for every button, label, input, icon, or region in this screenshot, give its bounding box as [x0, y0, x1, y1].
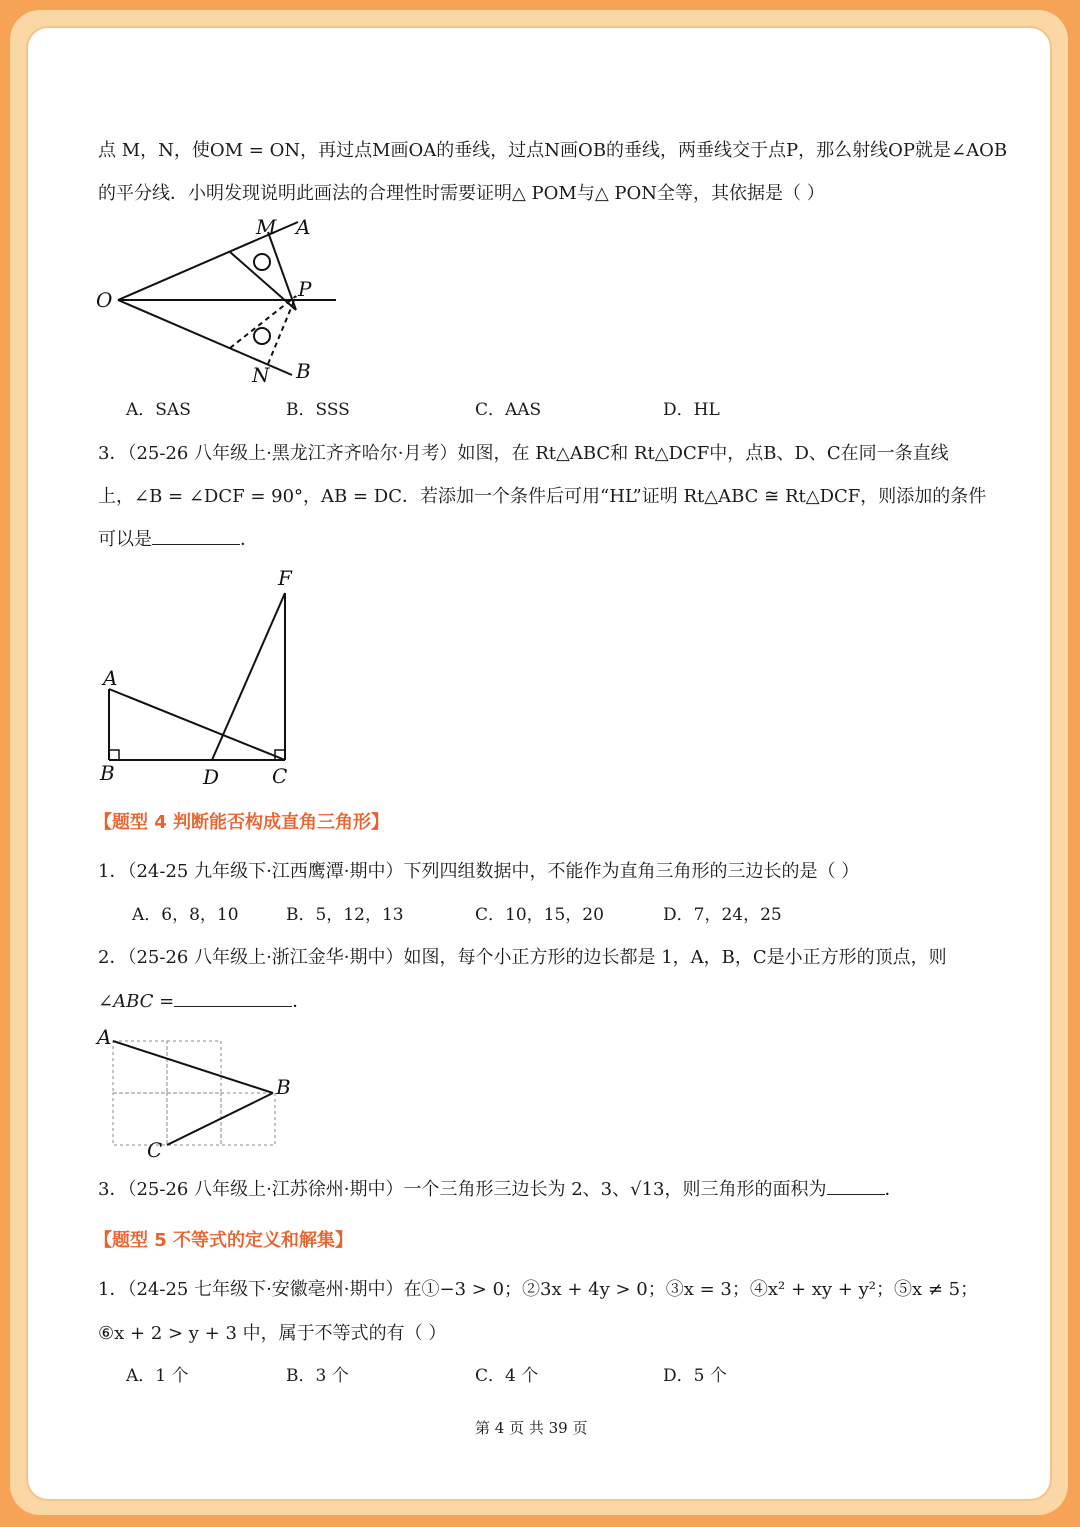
s4q2-text-prefix: ∠ABC =	[98, 991, 175, 1012]
q2-text-line1: 点 M，N，使OM = ON，再过点M画OA的垂线，过点N画OB的垂线，两垂线交于点P，那么射线OP就是∠AOB	[98, 140, 1008, 161]
s4q2-text-line2	[98, 993, 310, 1011]
label-O: O	[96, 288, 113, 312]
s5q1-text-line1: 1．（24-25 七年级下·安徽亳州·期中）在①−3 > 0；②3x + 4y > 0；③x = 3；④x² + xy + y²；⑤x ≠ 5；	[98, 1279, 979, 1300]
s4q1-text: 1．（24-25 九年级下·江西鹰潭·期中）下列四组数据中，不能作为直角三角形的三边长的是（ ）	[98, 861, 860, 882]
label-N: N	[252, 363, 270, 387]
s4q1-option-b: B．5，12，13	[286, 905, 404, 925]
s5q1-text-line2: ⑥x + 2 > y + 3 中，属于不等式的有（ ）	[98, 1323, 447, 1344]
q2-option-d: D．HL	[663, 400, 720, 420]
figure-angle-bisector	[90, 210, 350, 390]
s5q1-option-a: A．1 个	[126, 1366, 189, 1386]
q2-option-c: C．AAS	[475, 400, 542, 420]
s4q3-text-end: ．	[884, 1179, 903, 1200]
page-number: 第 4 页 共 39 页	[475, 1419, 588, 1437]
q3-text-end: ．	[240, 529, 258, 550]
q2-text-line2: 的平分线．小明发现说明此画法的合理性时需要证明△ POM与△ PON全等，其依据是（ ）	[98, 183, 825, 204]
q3-text-line2: 上，∠B = ∠DCF = 90°，AB = DC．若添加一个条件后可用“HL”证明 Rt△ABC ≅ Rt△DCF，则添加的条件	[98, 486, 987, 507]
s4q3-text	[98, 1181, 903, 1199]
label-B: B	[296, 359, 311, 383]
label-P: P	[298, 277, 312, 301]
s4q1-option-d: D．7，24，25	[663, 905, 782, 925]
figure-grid-angle	[95, 1025, 295, 1165]
answer-blank	[152, 544, 240, 545]
answer-blank	[174, 1006, 292, 1007]
label-C: C	[272, 764, 288, 788]
label-A: A	[103, 666, 118, 690]
s5q1-option-c: C．4 个	[475, 1366, 539, 1386]
s4q2-text-end: ．	[292, 991, 311, 1012]
section-4-heading: 【题型 4 判断能否构成直角三角形】	[94, 812, 390, 833]
s4q1-option-a: A．6，8，10	[132, 905, 239, 925]
q3-text-line3	[98, 531, 258, 549]
s4q3-text-main: 3．（25-26 八年级上·江苏徐州·期中）一个三角形三边长为 2、3、√13，则三角形的面积为	[98, 1179, 827, 1200]
label-A: A	[97, 1025, 112, 1049]
section-5-heading: 【题型 5 不等式的定义和解集】	[94, 1230, 354, 1251]
label-D: D	[203, 765, 220, 789]
q3-text-prefix: 可以是	[98, 529, 152, 550]
label-B: B	[276, 1075, 291, 1099]
label-M: M	[256, 215, 277, 239]
s4q1-option-c: C．10，15，20	[475, 905, 604, 925]
q2-option-a: A．SAS	[126, 400, 191, 420]
label-F: F	[278, 566, 292, 590]
s5q1-option-b: B．3 个	[286, 1366, 349, 1386]
label-C: C	[147, 1138, 163, 1162]
q2-option-b: B．SSS	[286, 400, 350, 420]
label-B: B	[100, 761, 115, 785]
q3-text-line1: 3．（25-26 八年级上·黑龙江齐齐哈尔·月考）如图，在 Rt△ABC和 Rt△DCF中，点B、D、C在同一条直线	[98, 443, 949, 464]
figure-right-triangles	[95, 565, 310, 790]
s5q1-option-d: D．5 个	[663, 1366, 727, 1386]
label-A: A	[296, 215, 311, 239]
answer-blank	[827, 1194, 885, 1195]
s4q2-text-line1: 2．（25-26 八年级上·浙江金华·期中）如图，每个小正方形的边长都是 1，A，B，C是小正方形的顶点，则	[98, 947, 947, 968]
